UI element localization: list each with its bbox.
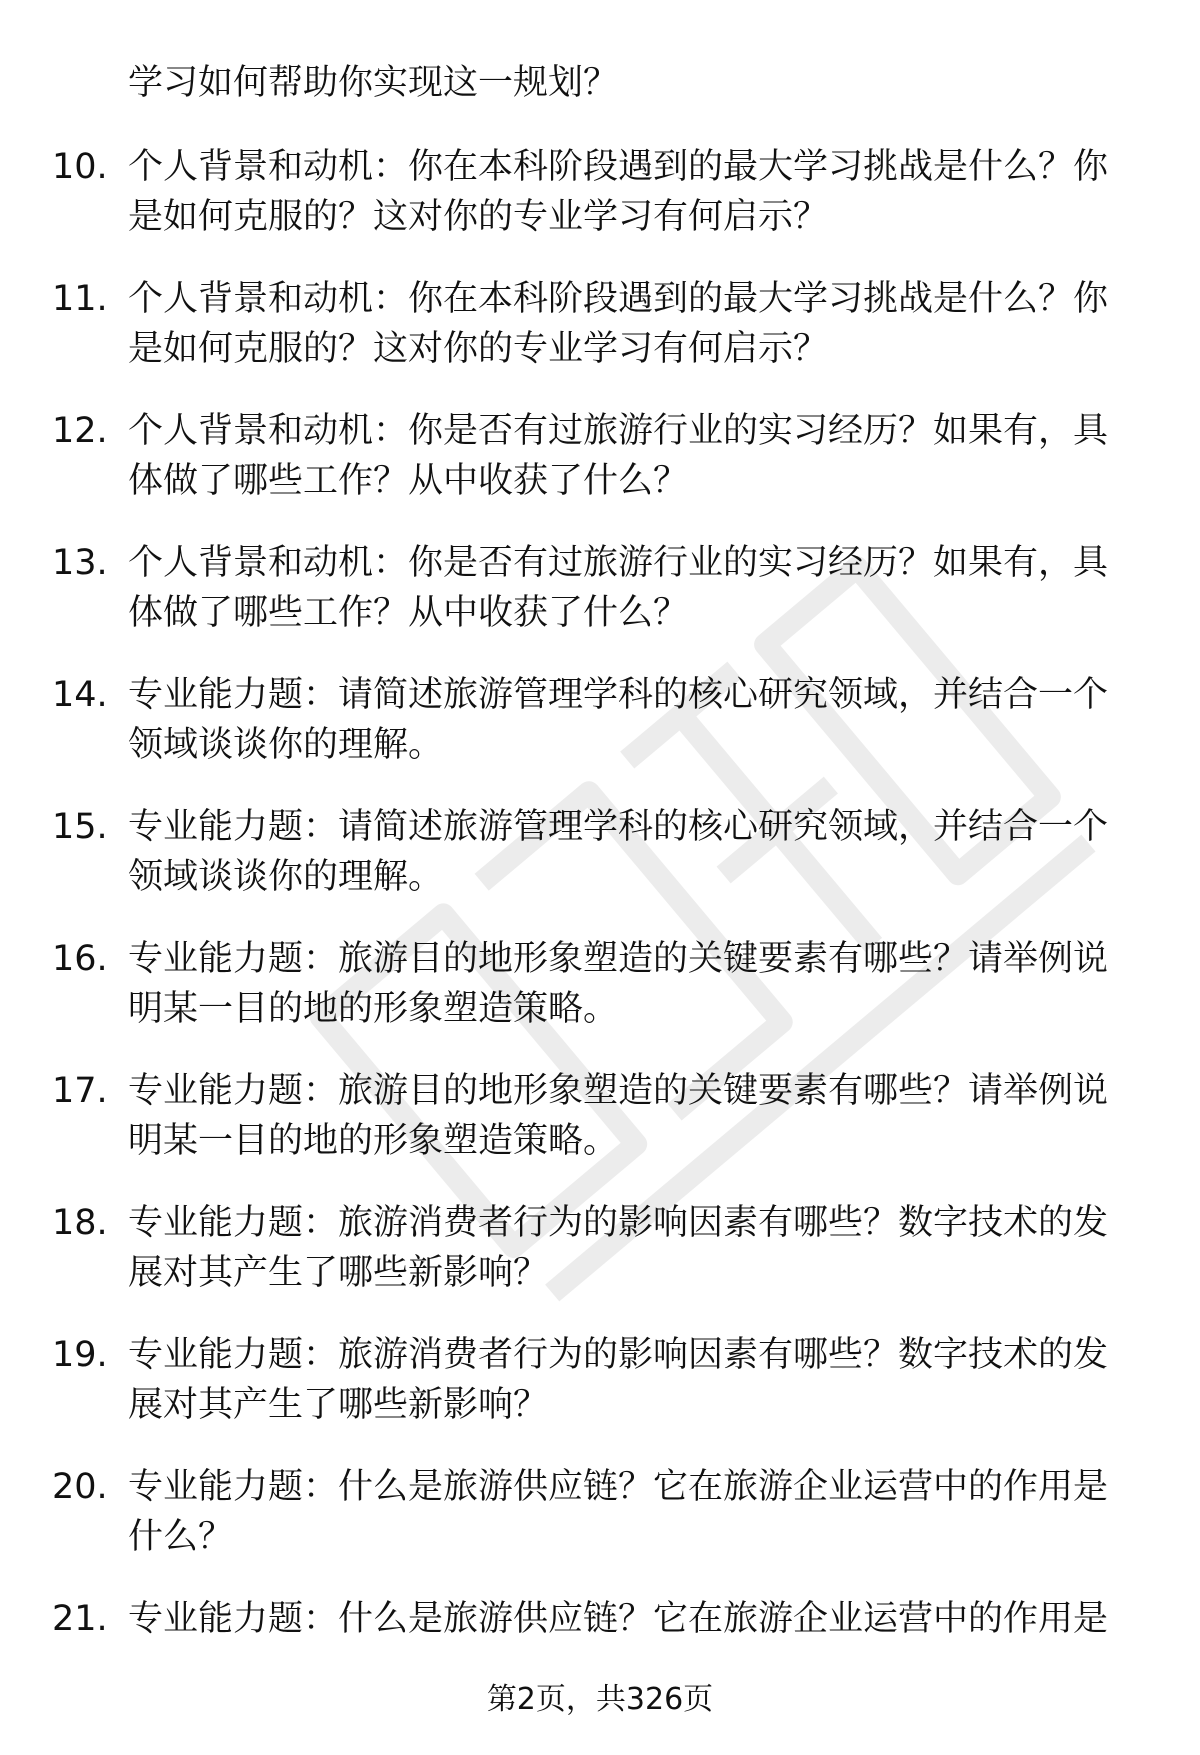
- list-item: [0, 934, 1200, 1066]
- question-line: 专业能力题：请简述旅游管理学科的核心研究领域，并结合一个: [128, 807, 1109, 847]
- question-text: [128, 538, 1138, 638]
- question-text: [128, 1594, 1138, 1644]
- list-item: [0, 142, 1200, 274]
- question-line: 个人背景和动机：你在本科阶段遇到的最大学习挑战是什么？你: [128, 279, 1109, 319]
- question-line: 专业能力题：旅游目的地形象塑造的关键要素有哪些？请举例说: [128, 1071, 1109, 1111]
- question-line: 体做了哪些工作？从中收获了什么？: [128, 461, 689, 501]
- question-line: 领域谈谈你的理解。: [128, 725, 444, 765]
- question-text: [128, 934, 1138, 1034]
- list-item: [0, 1462, 1200, 1594]
- question-line: 是如何克服的？这对你的专业学习有何启示？: [128, 329, 829, 369]
- question-line: 领域谈谈你的理解。: [128, 857, 444, 897]
- question-text: [128, 142, 1138, 242]
- question-text: [128, 274, 1138, 374]
- question-text: [128, 406, 1138, 506]
- question-number: 14.: [52, 675, 108, 715]
- question-text: [128, 1198, 1138, 1298]
- list-item: [0, 1198, 1200, 1330]
- question-text: [128, 802, 1138, 902]
- question-line: 专业能力题：什么是旅游供应链？它在旅游企业运营中的作用是: [128, 1599, 1109, 1639]
- question-line: 什么？: [128, 1517, 234, 1557]
- question-line: 个人背景和动机：你是否有过旅游行业的实习经历？如果有，具: [128, 411, 1109, 451]
- question-line: 个人背景和动机：你是否有过旅游行业的实习经历？如果有，具: [128, 543, 1109, 583]
- question-list: [0, 142, 1200, 1726]
- question-text: [128, 1066, 1138, 1166]
- question-text: [128, 1462, 1138, 1562]
- question-number: 15.: [52, 807, 108, 847]
- question-number: 18.: [52, 1203, 108, 1243]
- question-line: 明某一目的地的形象塑造策略。: [128, 989, 619, 1029]
- list-item: [0, 538, 1200, 670]
- question-line: 展对其产生了哪些新影响？: [128, 1253, 549, 1293]
- list-item: [0, 802, 1200, 934]
- list-item: [0, 406, 1200, 538]
- question-number: 19.: [52, 1335, 108, 1375]
- question-line: 专业能力题：旅游消费者行为的影响因素有哪些？数字技术的发: [128, 1203, 1109, 1243]
- question-line: 展对其产生了哪些新影响？: [128, 1385, 549, 1425]
- question-line: 体做了哪些工作？从中收获了什么？: [128, 593, 689, 633]
- question-line: 专业能力题：请简述旅游管理学科的核心研究领域，并结合一个: [128, 675, 1109, 715]
- question-number: 17.: [52, 1071, 108, 1111]
- question-text: [128, 1330, 1138, 1430]
- question-line: 明某一目的地的形象塑造策略。: [128, 1121, 619, 1161]
- list-item: [0, 1066, 1200, 1198]
- continued-question-text: 学习如何帮助你实现这一规划？: [128, 63, 619, 103]
- question-number: 20.: [52, 1467, 108, 1507]
- question-line: 专业能力题：什么是旅游供应链？它在旅游企业运营中的作用是: [128, 1467, 1109, 1507]
- question-number: 11.: [52, 279, 108, 319]
- question-line: 是如何克服的？这对你的专业学习有何启示？: [128, 197, 829, 237]
- question-text: [128, 670, 1138, 770]
- question-line: 专业能力题：旅游消费者行为的影响因素有哪些？数字技术的发: [128, 1335, 1109, 1375]
- list-item: [0, 274, 1200, 406]
- page-footer: 第2页，共326页: [486, 1682, 714, 1717]
- question-number: 10.: [52, 147, 108, 187]
- question-number: 16.: [52, 939, 108, 979]
- question-line: 专业能力题：旅游目的地形象塑造的关键要素有哪些？请举例说: [128, 939, 1109, 979]
- list-item: [0, 1330, 1200, 1462]
- question-number: 21.: [52, 1599, 108, 1639]
- question-line: 个人背景和动机：你在本科阶段遇到的最大学习挑战是什么？你: [128, 147, 1109, 187]
- question-number: 12.: [52, 411, 108, 451]
- question-number: 13.: [52, 543, 108, 583]
- list-item: [0, 670, 1200, 802]
